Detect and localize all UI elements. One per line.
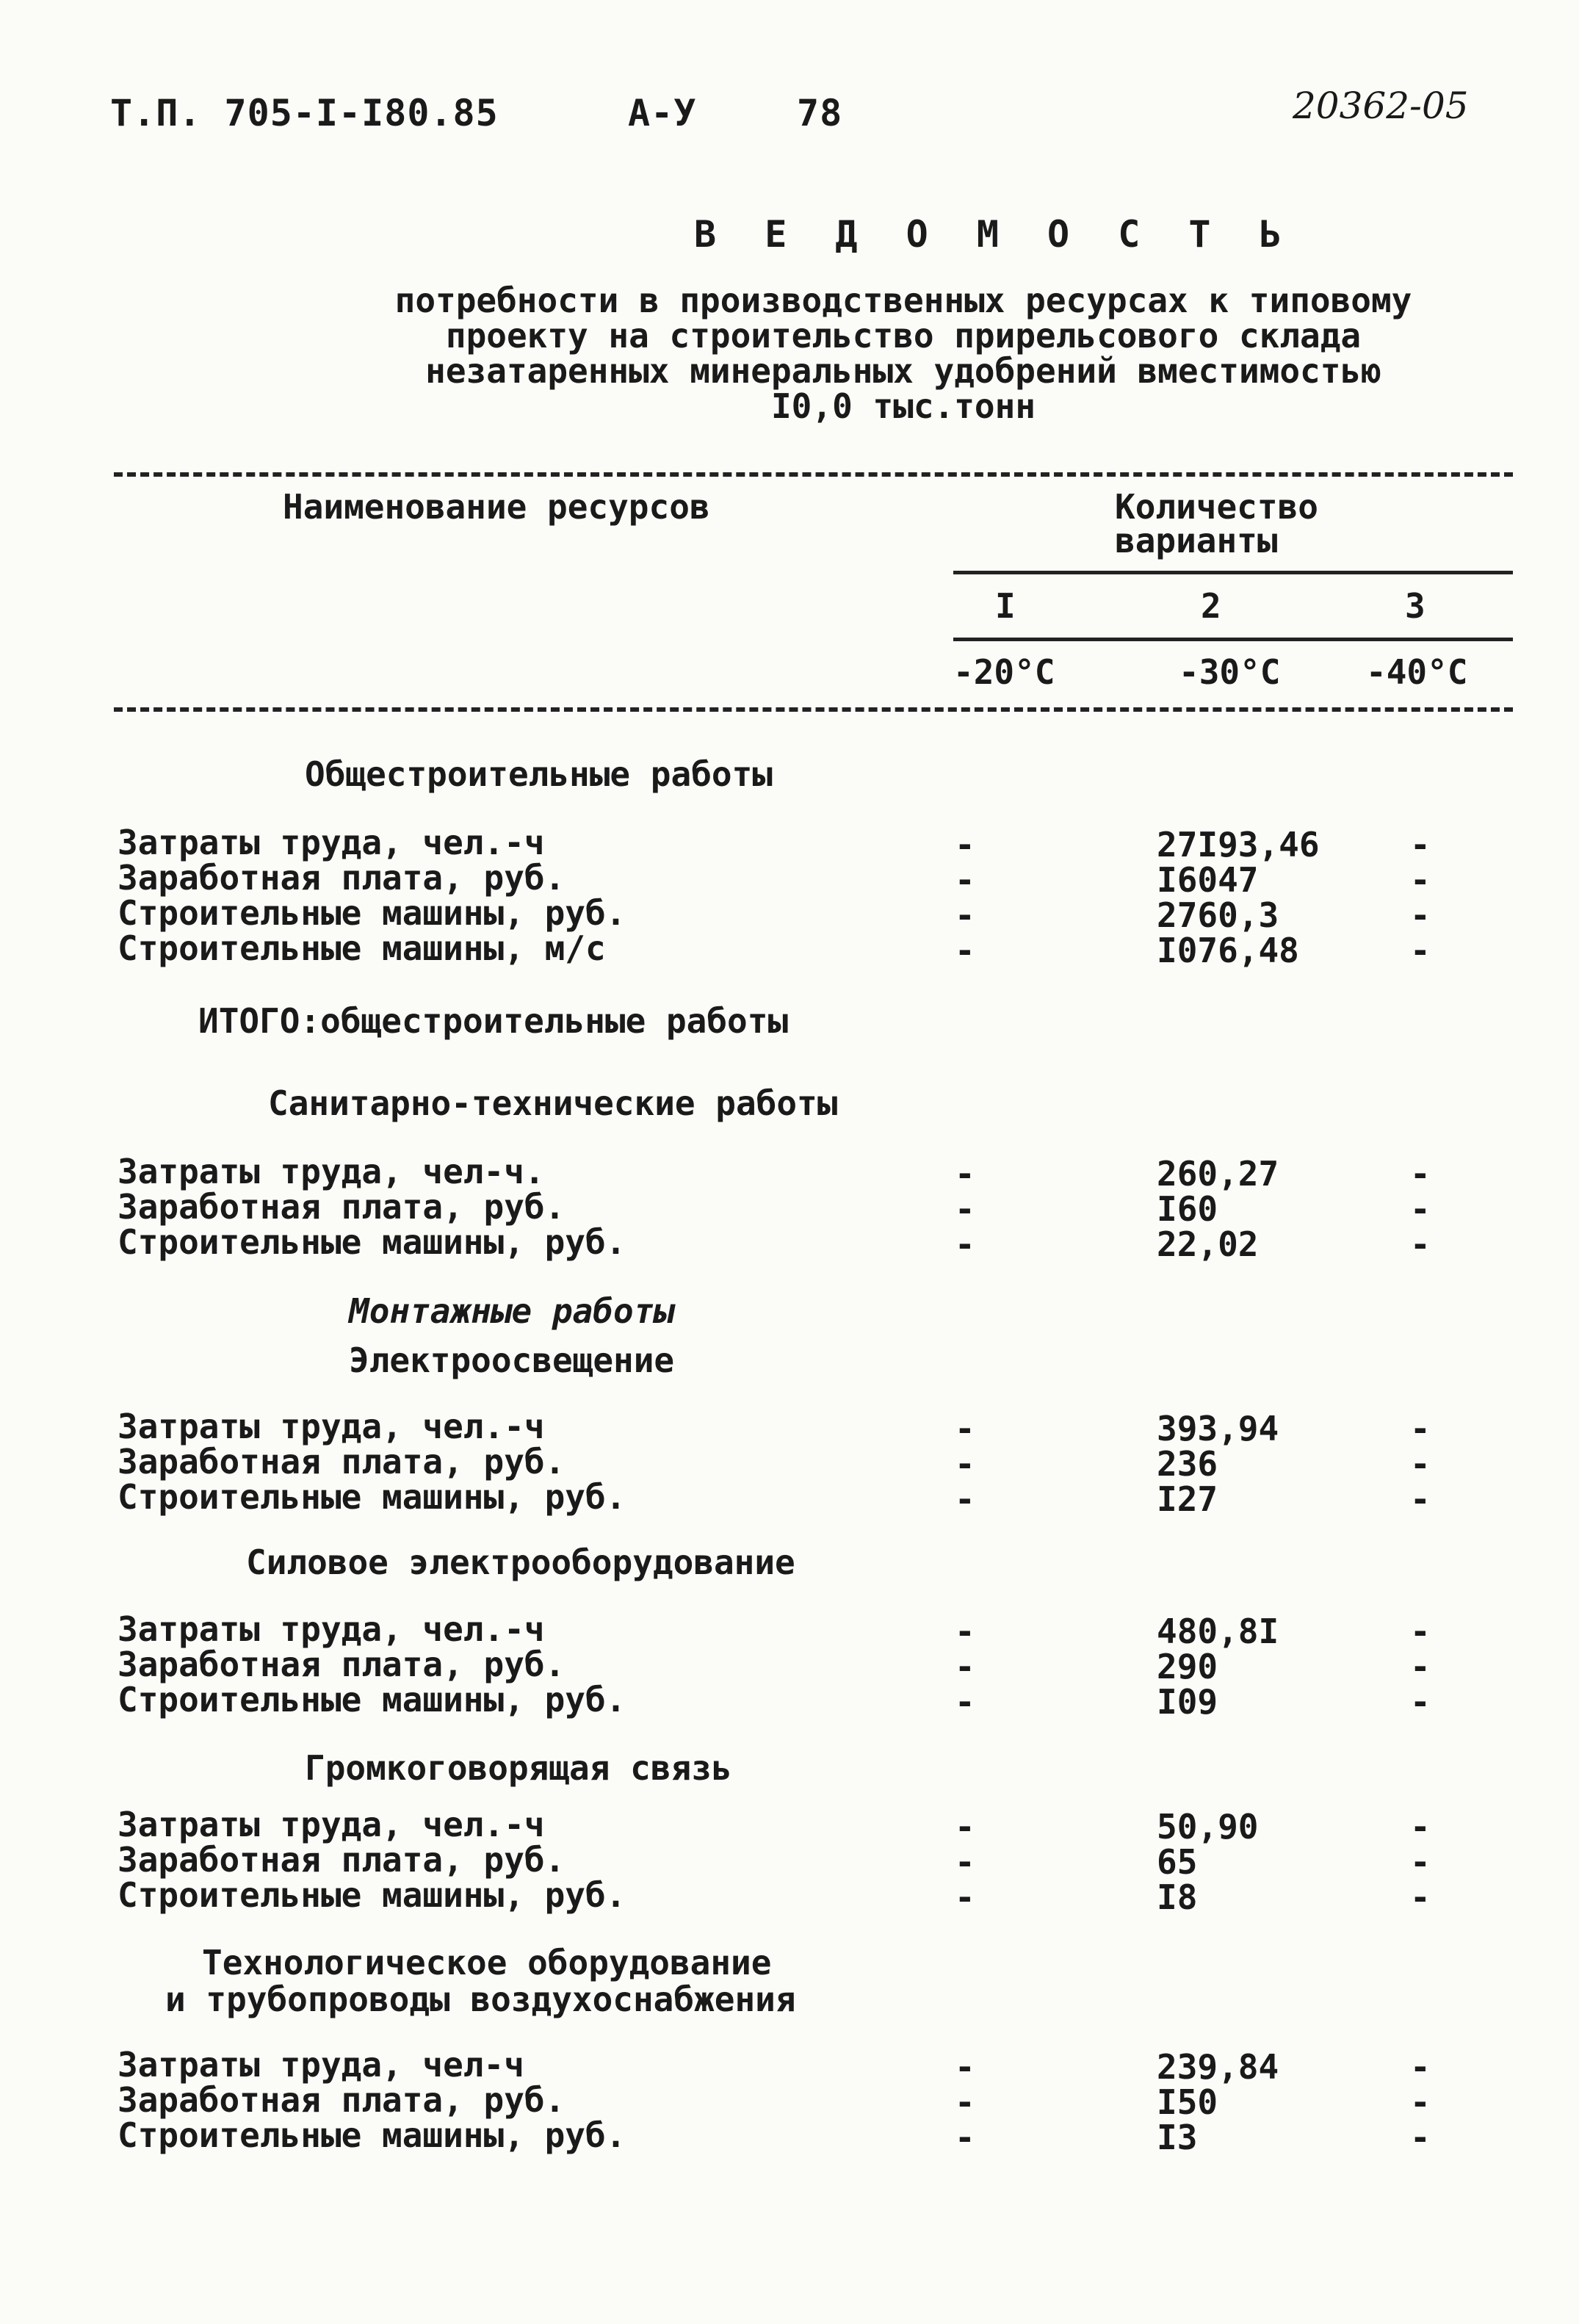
- row-value-v1: -: [955, 2047, 975, 2087]
- row-value-v1: -: [955, 1612, 975, 1651]
- row-value-v1: -: [955, 2118, 975, 2157]
- row-value-v3: -: [1410, 1807, 1431, 1847]
- row-value-v1: -: [955, 825, 975, 865]
- row-value-v2: I60: [1157, 1189, 1218, 1229]
- row-label: Строительные машины, руб.: [118, 1875, 626, 1915]
- subtitle-line-1: потребности в производственных ресурсах к типовому: [394, 281, 1412, 320]
- row-value-v3: -: [1410, 931, 1431, 970]
- row-label: Заработная плата, руб.: [118, 2080, 566, 2120]
- row-value-v3: -: [1410, 1444, 1431, 1484]
- row-value-v3: -: [1410, 1479, 1431, 1519]
- row-value-v1: -: [955, 1807, 975, 1847]
- row-label: Строительные машины, руб.: [118, 893, 626, 933]
- row-label: Затраты труда, чел-ч.: [118, 1152, 545, 1191]
- row-value-v1: -: [955, 1842, 975, 1882]
- row-label: Заработная плата, руб.: [118, 1187, 566, 1227]
- row-value-v3: -: [1410, 1647, 1431, 1686]
- album-code: А-У: [628, 92, 697, 134]
- temp-2: -30°C: [1179, 652, 1281, 692]
- subtitle-line-4: I0,0 тыс.тонн: [770, 386, 1036, 426]
- row-value-v1: -: [955, 2082, 975, 2122]
- section-title: Общестроительные работы: [305, 754, 773, 794]
- row-value-v1: -: [955, 1479, 975, 1519]
- row-value-v2: 393,94: [1157, 1409, 1279, 1448]
- section-total: ИТОГО:общестроительные работы: [198, 1001, 789, 1041]
- row-label: Строительные машины, руб.: [118, 1222, 626, 1262]
- row-value-v2: 260,27: [1157, 1154, 1279, 1194]
- row-label: Затраты труда, чел.-ч: [118, 1805, 545, 1844]
- table-top-rule: [114, 472, 1513, 477]
- row-label: Заработная плата, руб.: [118, 858, 566, 898]
- row-label: Затраты труда, чел-ч: [118, 2045, 524, 2085]
- row-value-v3: -: [1410, 1682, 1431, 1722]
- row-value-v1: -: [955, 1444, 975, 1484]
- section-title: Громкоговорящая связь: [305, 1748, 732, 1788]
- section-subtitle: Электроосвещение: [349, 1340, 675, 1380]
- row-value-v1: -: [955, 1189, 975, 1229]
- row-value-v2: 2760,3: [1157, 895, 1279, 935]
- header-rule-1: [953, 571, 1513, 574]
- row-value-v3: -: [1410, 1612, 1431, 1651]
- row-value-v1: -: [955, 860, 975, 900]
- document-title: В Е Д О М О С Т Ь: [694, 213, 1295, 256]
- row-value-v2: 290: [1157, 1647, 1218, 1686]
- table-header-bottom-rule: [114, 707, 1513, 712]
- row-value-v1: -: [955, 931, 975, 970]
- row-value-v3: -: [1410, 1154, 1431, 1194]
- column-resource-name: Наименование ресурсов: [283, 487, 710, 527]
- page-number: 78: [797, 92, 843, 134]
- row-label: Строительные машины, руб.: [118, 1680, 626, 1719]
- section-title: Технологическое оборудование: [202, 1943, 772, 1982]
- row-value-v1: -: [955, 1682, 975, 1722]
- row-value-v3: -: [1410, 1842, 1431, 1882]
- row-value-v3: -: [1410, 825, 1431, 865]
- row-label: Затраты труда, чел.-ч: [118, 1407, 545, 1446]
- row-value-v2: 50,90: [1157, 1807, 1259, 1847]
- temp-3: -40°C: [1366, 652, 1468, 692]
- row-value-v3: -: [1410, 2047, 1431, 2087]
- row-value-v3: -: [1410, 860, 1431, 900]
- row-value-v2: 236: [1157, 1444, 1218, 1484]
- row-value-v2: I09: [1157, 1682, 1218, 1722]
- row-label: Заработная плата, руб.: [118, 1645, 566, 1684]
- variant-1: I: [995, 586, 1016, 626]
- section-title: Силовое электрооборудование: [246, 1542, 795, 1582]
- row-value-v3: -: [1410, 895, 1431, 935]
- row-value-v1: -: [955, 1409, 975, 1448]
- temp-1: -20°C: [953, 652, 1055, 692]
- row-value-v2: 22,02: [1157, 1224, 1259, 1264]
- variant-3: 3: [1405, 586, 1426, 626]
- row-value-v1: -: [955, 895, 975, 935]
- section-title-line-2: и трубопроводы воздухоснабжения: [165, 1980, 796, 2019]
- row-value-v3: -: [1410, 1189, 1431, 1229]
- row-value-v1: -: [955, 1647, 975, 1686]
- row-value-v3: -: [1410, 1224, 1431, 1264]
- row-value-v2: I8: [1157, 1877, 1198, 1917]
- row-label: Строительные машины, м/с: [118, 928, 606, 968]
- row-value-v2: 65: [1157, 1842, 1198, 1882]
- row-value-v2: I076,48: [1157, 931, 1299, 970]
- row-label: Строительные машины, руб.: [118, 1477, 626, 1517]
- row-label: Затраты труда, чел.-ч: [118, 823, 545, 862]
- row-value-v2: I3: [1157, 2118, 1198, 2157]
- row-value-v2: 480,8I: [1157, 1612, 1279, 1651]
- row-label: Заработная плата, руб.: [118, 1442, 566, 1482]
- row-value-v3: -: [1410, 2082, 1431, 2122]
- subtitle-line-2: проекту на строительство прирельсового склада: [445, 316, 1362, 356]
- row-value-v2: I6047: [1157, 860, 1259, 900]
- row-value-v2: I27: [1157, 1479, 1218, 1519]
- row-value-v1: -: [955, 1877, 975, 1917]
- row-value-v3: -: [1410, 1877, 1431, 1917]
- section-title: Санитарно-технические работы: [268, 1083, 838, 1123]
- section-title: Монтажные работы: [349, 1291, 675, 1331]
- row-value-v2: I50: [1157, 2082, 1218, 2122]
- column-quantity: Количество: [1115, 487, 1318, 527]
- row-value-v1: -: [955, 1224, 975, 1264]
- doc-code: Т.П. 705-I-I80.85: [110, 92, 499, 134]
- subtitle-line-3: незатаренных минеральных удобрений вместимостью: [425, 351, 1381, 391]
- row-label: Затраты труда, чел.-ч: [118, 1609, 545, 1649]
- inventory-number: 20362-05: [1293, 84, 1469, 127]
- row-value-v3: -: [1410, 2118, 1431, 2157]
- column-variants: варианты: [1115, 521, 1278, 560]
- row-value-v2: 27I93,46: [1157, 825, 1320, 865]
- row-value-v3: -: [1410, 1409, 1431, 1448]
- row-label: Заработная плата, руб.: [118, 1840, 566, 1880]
- row-label: Строительные машины, руб.: [118, 2115, 626, 2155]
- variant-2: 2: [1201, 586, 1221, 626]
- row-value-v2: 239,84: [1157, 2047, 1279, 2087]
- row-value-v1: -: [955, 1154, 975, 1194]
- header-rule-2: [953, 638, 1513, 641]
